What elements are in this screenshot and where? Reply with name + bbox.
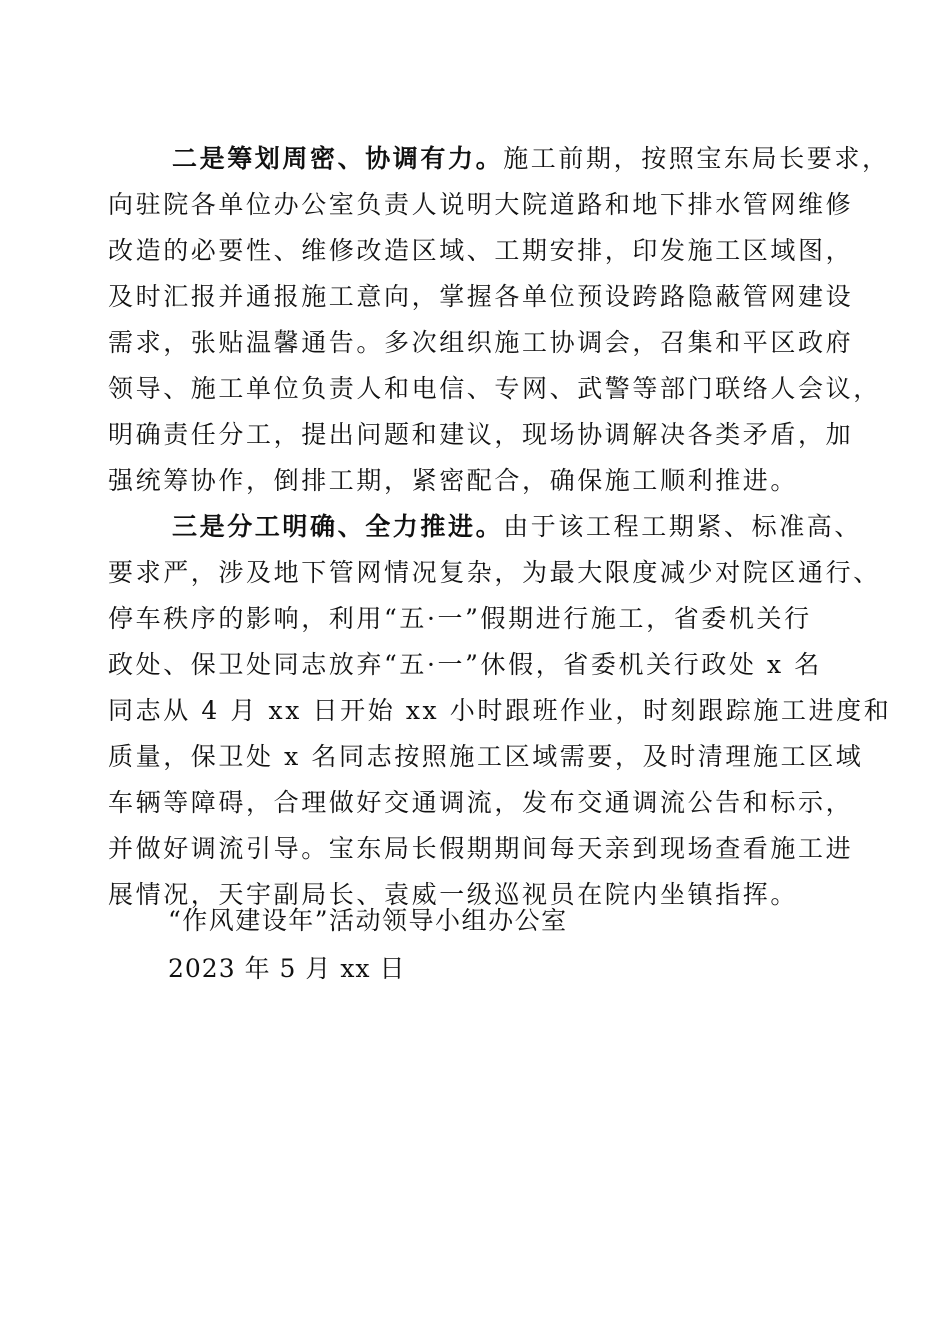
paragraph-2-line-5: 需求，张贴温馨通告。多次组织施工协调会，召集和平区政府 <box>108 328 854 357</box>
paragraph-3-line-9: 展情况，天宇副局长、袁威一级巡视员在院内坐镇指挥。 <box>108 880 799 909</box>
signature-date: 2023 年 5 月 xx 日 <box>168 954 406 983</box>
signature-office: “作风建设年”活动领导小组办公室 <box>168 906 568 935</box>
paragraph-3-line-5: 同志从 4 月 xx 日开始 xx 小时跟班作业，时刻跟踪施工进度和 <box>108 696 892 725</box>
paragraph-3-text: 由于该工程工期紧、标准高、 <box>503 512 863 541</box>
paragraph-3-line-6: 质量，保卫处 x 名同志按照施工区域需要，及时清理施工区域 <box>108 742 864 771</box>
paragraph-3-line-3: 停车秩序的影响，利用“五·一”假期进行施工，省委机关行 <box>108 604 812 633</box>
paragraph-2-text: 施工前期，按照宝东局长要求， <box>503 144 890 173</box>
paragraph-3-heading: 三是分工明确、全力推进。 <box>172 512 504 541</box>
paragraph-3-line-7: 车辆等障碍，合理做好交通调流，发布交通调流公告和标示， <box>108 788 854 817</box>
paragraph-3-line-8: 并做好调流引导。宝东局长假期期间每天亲到现场查看施工进 <box>108 834 854 863</box>
paragraph-3-line-2: 要求严，涉及地下管网情况复杂，为最大限度减少对院区通行、 <box>108 558 881 587</box>
paragraph-2-line-1 <box>168 136 890 182</box>
paragraph-2-line-2: 向驻院各单位办公室负责人说明大院道路和地下排水管网维修 <box>108 190 854 219</box>
paragraph-3-line-4: 政处、保卫处同志放弃“五·一”休假，省委机关行政处 x 名 <box>108 650 822 679</box>
paragraph-2-line-8: 强统筹协作，倒排工期，紧密配合，确保施工顺利推进。 <box>108 466 799 495</box>
paragraph-2-line-6: 领导、施工单位负责人和电信、专网、武警等部门联络人会议， <box>108 374 881 403</box>
paragraph-2-line-3: 改造的必要性、维修改造区域、工期安排，印发施工区域图， <box>108 236 854 265</box>
paragraph-2-line-7: 明确责任分工，提出问题和建议，现场协调解决各类矛盾，加 <box>108 420 854 449</box>
document-body <box>108 136 892 918</box>
paragraph-3-line-1 <box>168 504 868 550</box>
paragraph-2-heading: 二是筹划周密、协调有力。 <box>172 144 504 173</box>
paragraph-2-line-4: 及时汇报并通报施工意向，掌握各单位预设跨路隐蔽管网建设 <box>108 282 854 311</box>
